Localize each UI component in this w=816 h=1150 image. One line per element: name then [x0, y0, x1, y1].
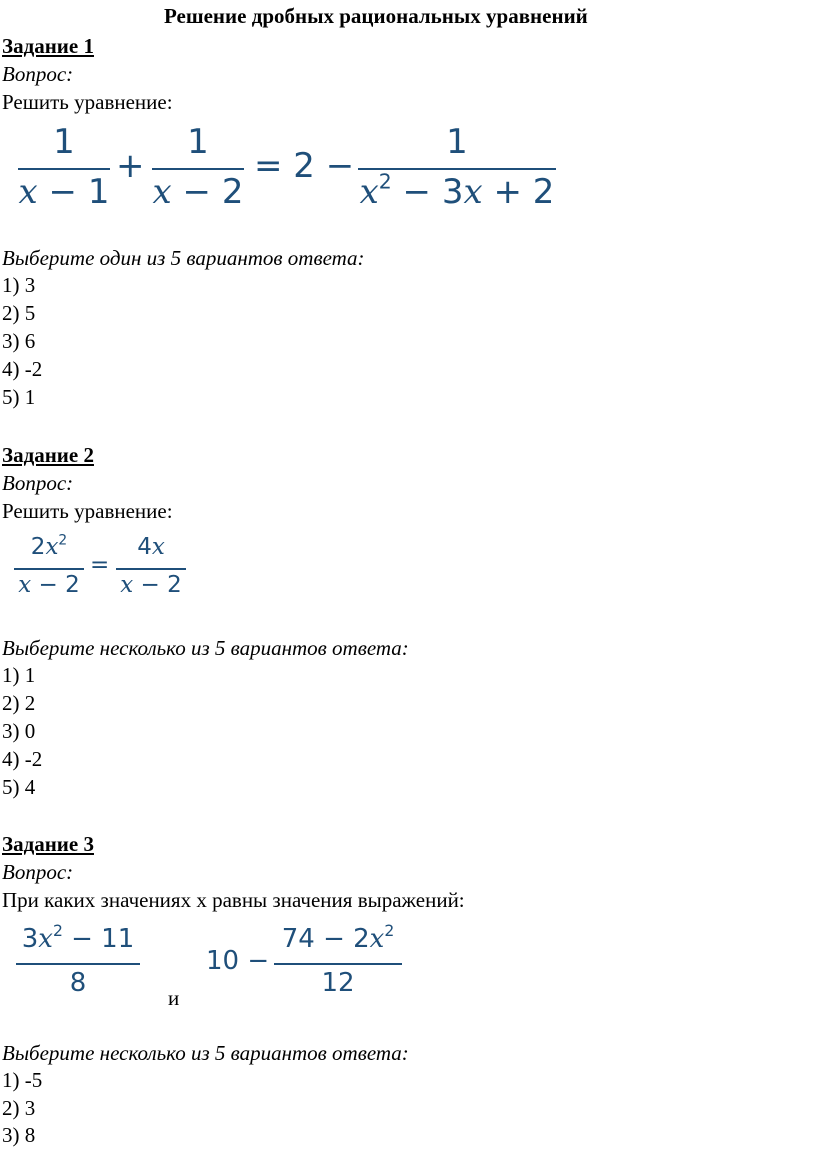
task-1-option-1[interactable]: 1) 3	[2, 273, 36, 297]
task-3-prompt: При каких значениях х равны значения выражений:	[2, 888, 465, 912]
task-2-option-3[interactable]: 3) 0	[2, 719, 36, 743]
task-2-instruction: Выберите несколько из 5 вариантов ответа:	[2, 636, 409, 660]
task-3-option-1[interactable]: 1) -5	[2, 1068, 43, 1092]
task-2-option-1[interactable]: 1) 1	[2, 663, 36, 687]
task-1-question-label: Вопрос:	[2, 62, 74, 86]
page-title: Решение дробных рациональных уравнений	[164, 4, 588, 28]
task-1-instruction: Выберите один из 5 вариантов ответа:	[2, 246, 365, 270]
task-2-prompt: Решить уравнение:	[2, 499, 173, 523]
task-2-equation: $2x^2$ x − 2 = 4x x − 2	[0, 532, 220, 607]
task-2-option-4[interactable]: 4) -2	[2, 747, 43, 771]
task-2-option-2[interactable]: 2) 2	[2, 691, 36, 715]
task-1-option-5[interactable]: 5) 1	[2, 385, 36, 409]
task-3-expressions: $3x^2 - 11$ 8 10 − $74 - 2x^2$ 12	[0, 922, 420, 1007]
task-1-heading: Задание 1	[2, 34, 94, 58]
task-3-conjunction: и	[168, 986, 180, 1010]
task-2-heading: Задание 2	[2, 443, 94, 467]
task-3-option-2[interactable]: 2) 3	[2, 1096, 36, 1120]
task-1-equation: 1 x − 1 + 1 x − 2 = 2 − 1 $x^2 - 3x + 2$	[18, 122, 555, 212]
task-1-prompt: Решить уравнение:	[2, 90, 173, 114]
task-3-heading: Задание 3	[2, 832, 94, 856]
task-2-option-5[interactable]: 5) 4	[2, 775, 36, 799]
task-1-option-4[interactable]: 4) -2	[2, 357, 43, 381]
task-3-instruction: Выберите несколько из 5 вариантов ответа:	[2, 1041, 409, 1065]
task-1-option-2[interactable]: 2) 5	[2, 301, 36, 325]
task-3-question-label: Вопрос:	[2, 860, 74, 884]
task-1-option-3[interactable]: 3) 6	[2, 329, 36, 353]
task-3-option-3[interactable]: 3) 8	[2, 1123, 36, 1147]
task-2-question-label: Вопрос:	[2, 471, 74, 495]
